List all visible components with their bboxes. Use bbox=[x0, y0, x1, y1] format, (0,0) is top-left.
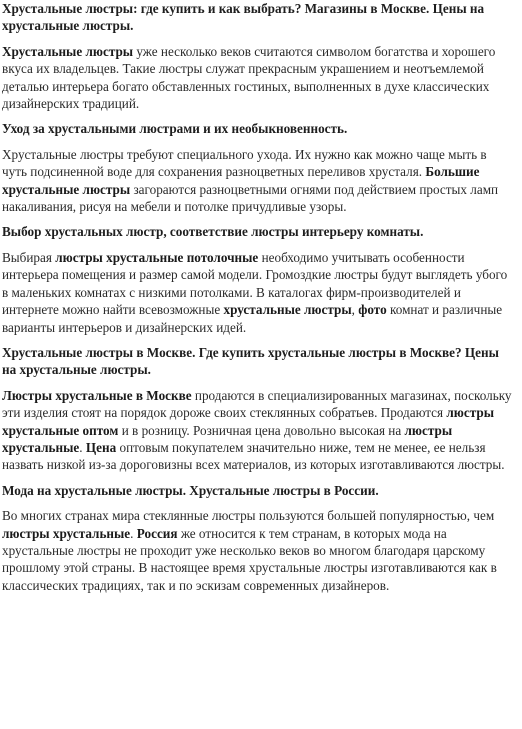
choice-paragraph bbox=[2, 249, 512, 336]
care-text-1: Хрустальные люстры требуют специального ухода. Их нужно как можно чаще мыть в чуть подсиненной воде для сохранения разноцветных переливов хрусталя. bbox=[2, 146, 487, 180]
moscow-text-1: продаются в специализированных магазинах, поскольку эти изделия стоят на порядок дороже своих стеклянных собратьев. Продаются bbox=[2, 387, 512, 421]
moscow-text-4: оптовым покупателем значительно ниже, тем не менее, ее нельзя назвать низкой из-за дороговизны всех материалов, из которых изготавливаются люстры. bbox=[2, 439, 505, 473]
section-heading-moscow: Хрустальные люстры в Москве. Где купить хрустальные люстры в Москве? Цены на хрустальные люстры. bbox=[2, 344, 499, 378]
moscow-bold-2: люстры хрустальные оптом bbox=[2, 405, 495, 438]
article-title: Хрустальные люстры: где купить и как выбрать? Магазины в Москве. Цены на хрустальные люстры. bbox=[2, 1, 485, 34]
fashion-text-1: Во многих странах мира стеклянные люстры пользуются большей популярностью, чем bbox=[2, 508, 495, 524]
choice-text-3: , bbox=[351, 302, 359, 318]
fashion-text-2: . bbox=[130, 525, 137, 541]
intro-bold-1: Хрустальные люстры bbox=[2, 43, 134, 59]
fashion-bold-2: Россия bbox=[136, 525, 178, 541]
section-heading-care: Уход за хрустальными люстрами и их необыкновенность. bbox=[2, 121, 348, 137]
section-heading-choice: Выбор хрустальных люстр, соответствие люстры интерьеру комнаты. bbox=[2, 224, 424, 240]
choice-bold-2: хрустальные люстры bbox=[223, 302, 352, 318]
choice-text-1: Выбирая bbox=[2, 249, 56, 265]
choice-text-2: необходимо учитывать особенности интерьера помещения и размер самой модели. Громоздкие люстры будут выглядеть убого в маленьких комнатах с низкими потолками. В каталогах фирм-производителей и интернете можно найти всевозможные bbox=[2, 249, 508, 318]
section-heading-fashion: Мода на хрустальные люстры. Хрустальные люстры в России. bbox=[2, 482, 379, 498]
moscow-bold-1: Люстры хрустальные в Москве bbox=[2, 387, 192, 403]
moscow-text-2: и в розницу. Розничная цена довольно высокая на bbox=[118, 422, 405, 438]
fashion-paragraph bbox=[2, 507, 512, 594]
fashion-text-3: же относится к тем странам, в которых мода на хрустальные люстры не проходит уже несколько веков во многом благодаря царскому прошлому этой страны. В настоящее время хрустальные люстры изготавливаются как в классических традициях, так и по эскизам современных дизайнеров. bbox=[2, 525, 497, 593]
care-text-2: загораются разноцветными огнями под действием простых ламп накаливания, рисуя на мебели и потолке причудливые узоры. bbox=[2, 181, 499, 215]
care-paragraph bbox=[2, 146, 512, 216]
choice-text-4: комнат и различные варианты интерьеров и дизайнерских идей. bbox=[2, 302, 503, 335]
moscow-text-3: . bbox=[79, 439, 86, 455]
fashion-bold-1: люстры хрустальные bbox=[2, 525, 131, 541]
moscow-bold-4: Цена bbox=[85, 439, 117, 455]
care-bold-1: Большие хрустальные люстры bbox=[2, 164, 480, 197]
intro-text-1: уже несколько веков считаются символом богатства и хорошего вкуса их владельцев. Такие люстры служат прекрасным украшением и неотъемлемой деталью интерьера богато обставленных гостиных, выполненных в духе классических дизайнерских традиций. bbox=[2, 43, 496, 112]
choice-bold-3: фото bbox=[358, 302, 387, 318]
moscow-paragraph bbox=[2, 387, 512, 474]
moscow-bold-3: люстры хрустальные bbox=[2, 422, 453, 455]
intro-paragraph bbox=[2, 43, 512, 113]
choice-bold-1: люстры хрустальные потолочные bbox=[55, 249, 259, 265]
